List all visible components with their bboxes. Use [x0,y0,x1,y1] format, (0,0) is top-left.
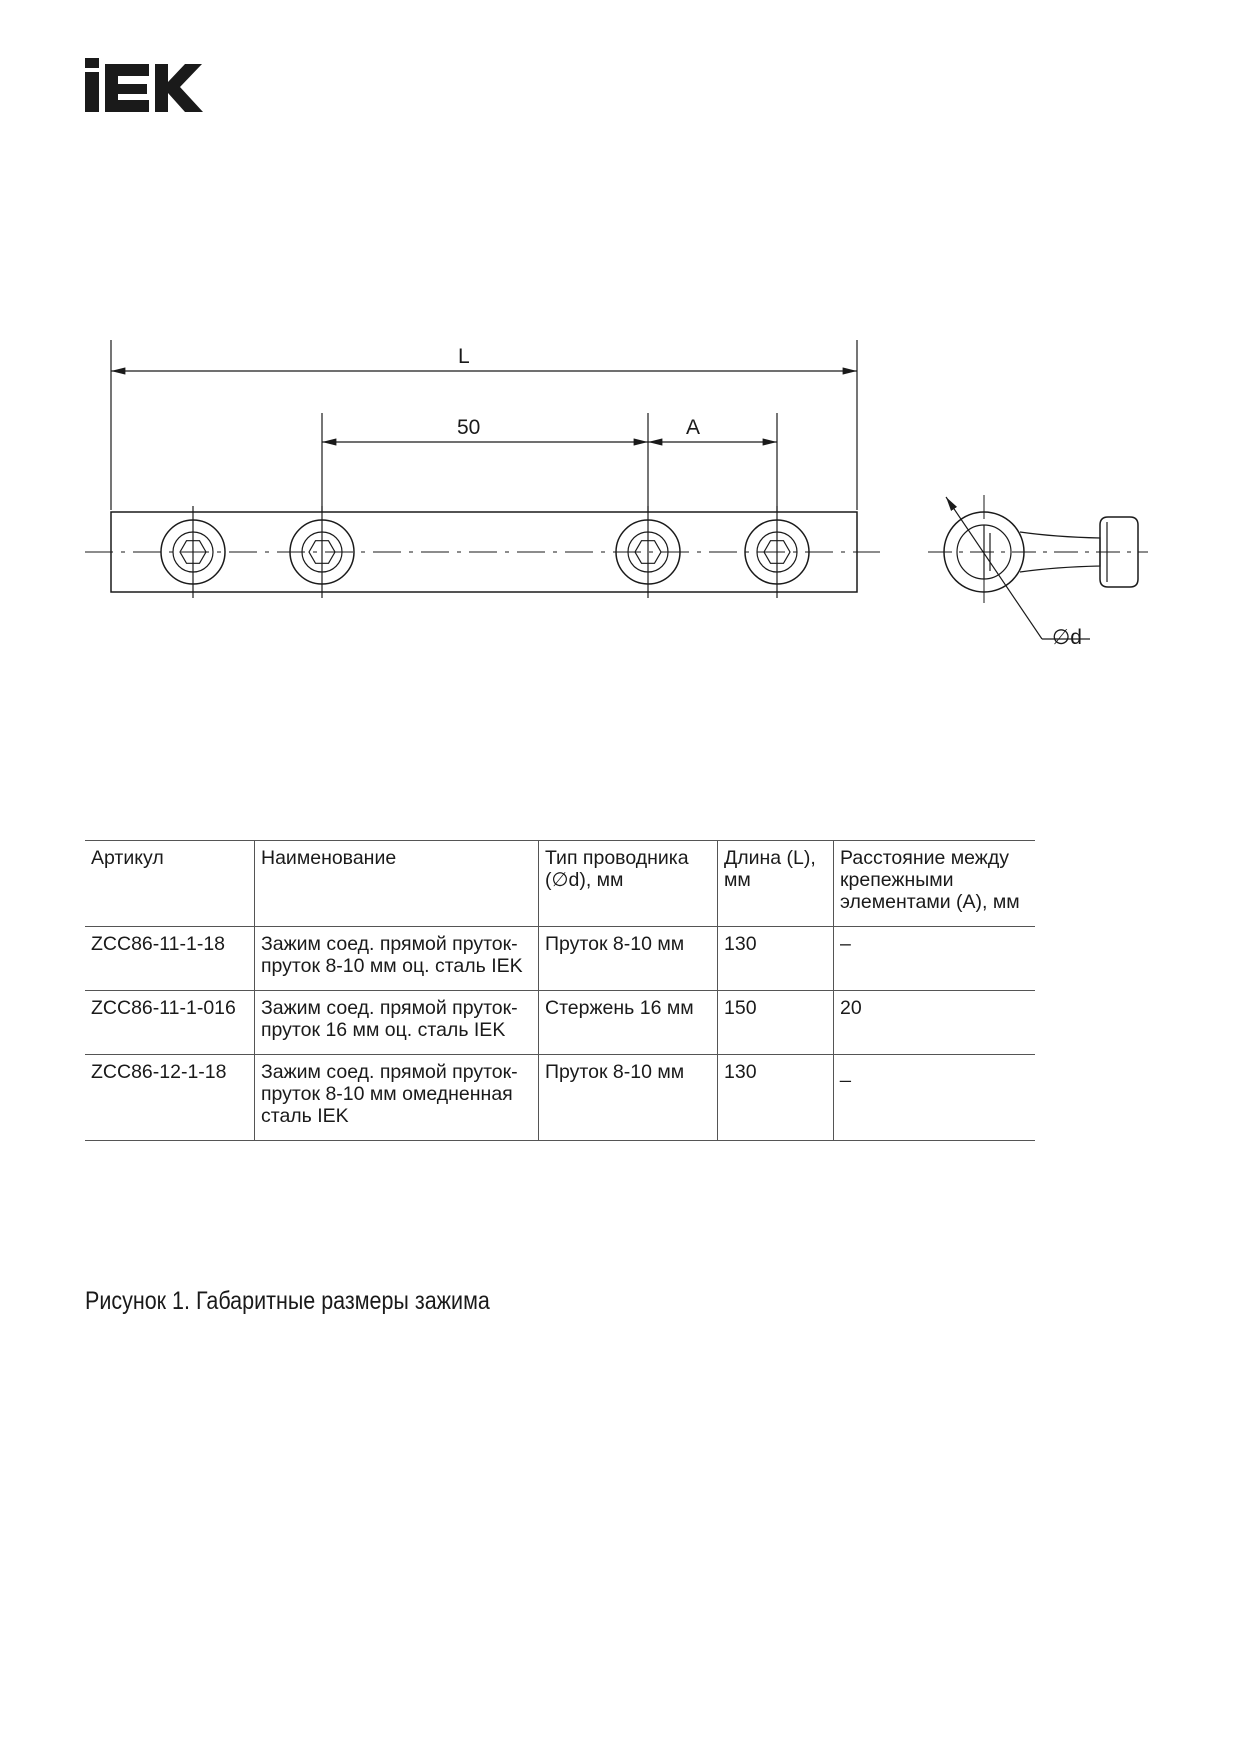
column-header-conductor: Тип проводника (∅d), мм [539,841,718,927]
dimension-drawing [0,0,1241,720]
cell-distance: – [834,927,1036,991]
cell-conductor: Стержень 16 мм [539,991,718,1055]
column-header-length: Длина (L), мм [718,841,834,927]
table-row [85,991,1035,1055]
cell-name: Зажим соед. прямой пруток-пруток 8-10 мм оц. сталь IEK [255,927,539,991]
table-header-row [85,841,1035,927]
label-diameter: ∅d [1052,626,1082,649]
cell-length: 130 [718,927,834,991]
cell-name: Зажим соед. прямой пруток-пруток 16 мм оц. сталь IEK [255,991,539,1055]
bolt-4 [745,506,809,598]
figure-caption: Рисунок 1. Габаритные размеры зажима [85,1287,490,1315]
cell-length: 150 [718,991,834,1055]
column-header-name: Наименование [255,841,539,927]
table-row [85,927,1035,991]
cell-article: ZCC86-11-1-016 [85,991,255,1055]
cell-distance: _ [834,1055,1036,1141]
cell-article: ZCC86-11-1-18 [85,927,255,991]
cell-length: 130 [718,1055,834,1141]
label-spacing: 50 [457,416,481,439]
cell-conductor: Пруток 8-10 мм [539,927,718,991]
cell-distance: 20 [834,991,1036,1055]
column-header-article: Артикул [85,841,255,927]
label-length: L [458,345,470,368]
cell-conductor: Пруток 8-10 мм [539,1055,718,1141]
cell-article: ZCC86-12-1-18 [85,1055,255,1141]
column-header-distance: Расстояние между крепежными элементами (A), мм [834,841,1036,927]
table-row [85,1055,1035,1141]
cell-name: Зажим соед. прямой пруток-пруток 8-10 мм омедненная сталь IEK [255,1055,539,1141]
specification-table [85,840,1035,1141]
label-distance: A [686,416,701,439]
side-view [928,495,1148,639]
